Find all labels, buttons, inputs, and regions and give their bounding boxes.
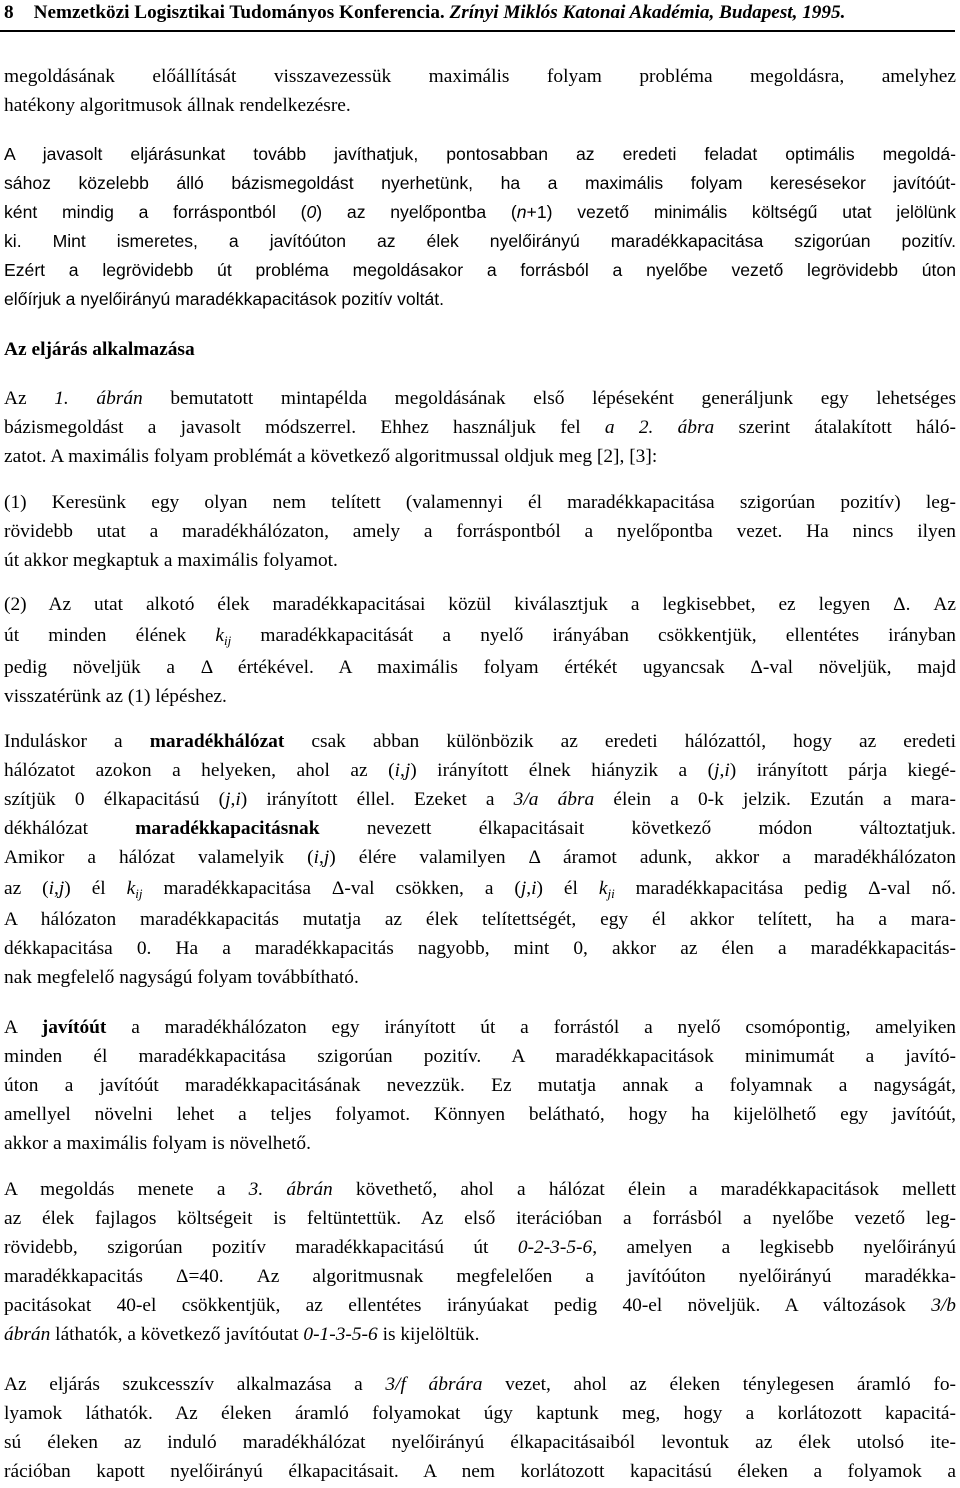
text-line: akkor a maximális folyam is növelhető. [4, 1133, 311, 1154]
text-line: bázismegoldást a javasolt módszerrel. Ehhez használjuk fel a 2. ábra szerint átalakított háló- [4, 417, 956, 438]
text-line: rövidebb, szigorúan pozitív maradékkapacitású út 0-2-3-5-6, amelyen a legkisebb nyelőirányú [4, 1237, 956, 1258]
text-line: minden él maradékkapacitása szigorúan pozitív. A maradékkapacitások minimumát a javító- [4, 1046, 956, 1067]
text-line: lyamok láthatók. Az éleken áramló folyamokat úgy kaptunk meg, hogy a korlátozott kapacitá- [4, 1403, 956, 1424]
text-line: A javítóút a maradékhálózaton egy irányított út a forrástól a nyelő csomópontig, amelyiken [4, 1017, 957, 1038]
text-line: az élek fajlagos költségeit is feltüntettük. Az első iterációban a forrásból a nyelőbe vezető leg- [4, 1208, 956, 1229]
text-line: út minden élének $k_{ij}$ maradékkapacitását a nyelő irányában csökkentjük, ellentétes irányban [4, 625, 957, 648]
text-line: A megoldás menete a 3. ábrán követhető, ahol a hálózat élein a maradékkapacitások mellett [4, 1179, 957, 1200]
text-line: amellyel növelni lehet a teljes folyamot. Könnyen belátható, hogy ha kijelölhető egy javítóút, [4, 1104, 956, 1125]
paragraph-improvement [4, 140, 956, 314]
running-header [4, 0, 845, 26]
paragraph-step-2 [4, 590, 956, 711]
text-line: az (i,j) él $k_{ij}$ maradékkapacitása Δ-val csökken, a (j,i) él $k_{ji}$ maradékkapacitása pedig Δ-val nő. [4, 878, 956, 901]
paragraph-augmenting-path [4, 1013, 956, 1158]
text-line: rációban kapott nyelőirányú élkapacitásait. A nem korlátozott kapacitású éleken a folyamok a [4, 1461, 956, 1482]
text-line: pedig növeljük a Δ értékével. A maximális folyam értékét ugyancsak Δ-val növeljük, majd [4, 657, 956, 678]
text-line: zatot. A maximális folyam problémát a következő algoritmussal oldjuk meg [2], [3]: [4, 446, 658, 467]
text-line: pacitásokat 40-el csökkentjük, az ellentétes irányúakat pedig 40-el növeljük. A változások 3/b [4, 1295, 956, 1316]
text-line: előírjuk a nyelőirányú maradékkapacitások pozitív voltát. [4, 289, 445, 309]
text-line: visszatérünk az (1) lépéshez. [4, 686, 227, 707]
text-line: A javasolt eljárásunkat tovább javíthatjuk, pontosabban az eredeti feladat optimális megoldá- [4, 144, 956, 164]
header-rule [0, 30, 955, 32]
text-line: Amikor a hálózat valamelyik (i,j) élére valamilyen Δ áramot adunk, akkor a maradékhálózaton [4, 847, 956, 868]
section-heading: Az eljárás alkalmazása [4, 339, 195, 360]
text-line: Ezért a legrövidebb út probléma megoldásakor a forrásból a nyelőbe vezető legrövidebb úton [4, 260, 956, 280]
text-line: szítjük 0 élkapacitású (j,i) irányított éllel. Ezeket a 3/a ábra élein a 0-k jelzik. Ezután a mara- [4, 789, 956, 810]
text-line: ábrán láthatók, a következő javítóutat 0-1-3-5-6 is kijelöltük. [4, 1324, 480, 1345]
paragraph-residual-network [4, 727, 956, 992]
text-line: rövidebb utat a maradékhálózaton, amely a forráspontból a nyelőpontba vezet. Ha nincs ilyen [4, 521, 956, 542]
text-line: A hálózaton maradékkapacitás mutatja az élek telítettségét, egy él akkor telített, ha a mara- [4, 909, 956, 930]
text-line: Az 1. ábrán bemutatott mintapélda megoldásának első lépéseként generáljunk egy lehetséges [4, 388, 956, 409]
paragraph-step-1 [4, 488, 956, 575]
paragraph-successive-application [4, 1370, 956, 1486]
text-line: hálózatot azokon a helyeken, ahol az (i,j) irányított élnek hiányzik a (j,i) irányított párja kiegé- [4, 760, 956, 781]
paragraph-application [4, 384, 956, 471]
text-line: ki. Mint ismeretes, a javítóúton az élek nyelőirányú maradékkapacitása szigorúan pozitív. [4, 231, 956, 251]
paragraph-solution-steps [4, 1175, 956, 1349]
conference-name: Nemzetközi Logisztikai Tudományos Konferencia. [33, 2, 445, 23]
text-line: dékhálózat maradékkapacitásnak nevezett élkapacitásait következő módon változtatjuk. [4, 818, 956, 839]
paragraph-continuation [4, 62, 956, 120]
text-line: (2) Az utat alkotó élek maradékkapacitásai közül kiválasztjuk a legkisebbet, ez legyen Δ. Az [4, 594, 956, 615]
text-line: dékkapacitása 0. Ha a maradékkapacitás nagyobb, mint 0, akkor az élen a maradékkapacitás- [4, 938, 956, 959]
text-line: megoldásának előállítását visszavezessük maximális folyam probléma megoldásra, amelyhez [4, 66, 956, 87]
text-line: Induláskor a maradékhálózat csak abban különbözik az eredeti hálózattól, hogy az eredeti [4, 731, 956, 752]
text-line: sához közelebb álló bázismegoldást nyerhetünk, ha a maximális folyam keresésekor javítóút- [4, 173, 956, 193]
text-line: ként mindig a forráspontból (0) az nyelőpontba (n+1) vezető minimális költségű utat jelölünk [4, 202, 956, 222]
text-line: (1) Keresünk egy olyan nem telített (valamennyi él maradékkapacitása szigorúan pozitív) leg- [4, 492, 956, 513]
conference-venue: Zrínyi Miklós Katonai Akadémia, Budapest, 1995. [449, 2, 846, 23]
text-line: hatékony algoritmusok állnak rendelkezésre. [4, 95, 351, 116]
text-line: út akkor megkaptuk a maximális folyamot. [4, 550, 338, 571]
text-line: nak megfelelő nagyságú folyam továbbítható. [4, 967, 359, 988]
text-line: Az eljárás szukcesszív alkalmazása a 3/f ábrára vezet, ahol az éleken ténylegesen áramló fo- [4, 1374, 957, 1395]
text-line: maradékkapacitás Δ=40. Az algoritmusnak megfelelően a javítóúton nyelőirányú maradékka- [4, 1266, 956, 1287]
text-line: úton a javítóút maradékkapacitásának nevezzük. Ez mutatja annak a folyamnak a nagyságát, [4, 1075, 956, 1096]
page-number: 8 [4, 2, 14, 23]
text-line: sú éleken az induló maradékhálózat nyelőirányú élkapacitásaiból levontuk az élek utolsó ite- [4, 1432, 956, 1453]
